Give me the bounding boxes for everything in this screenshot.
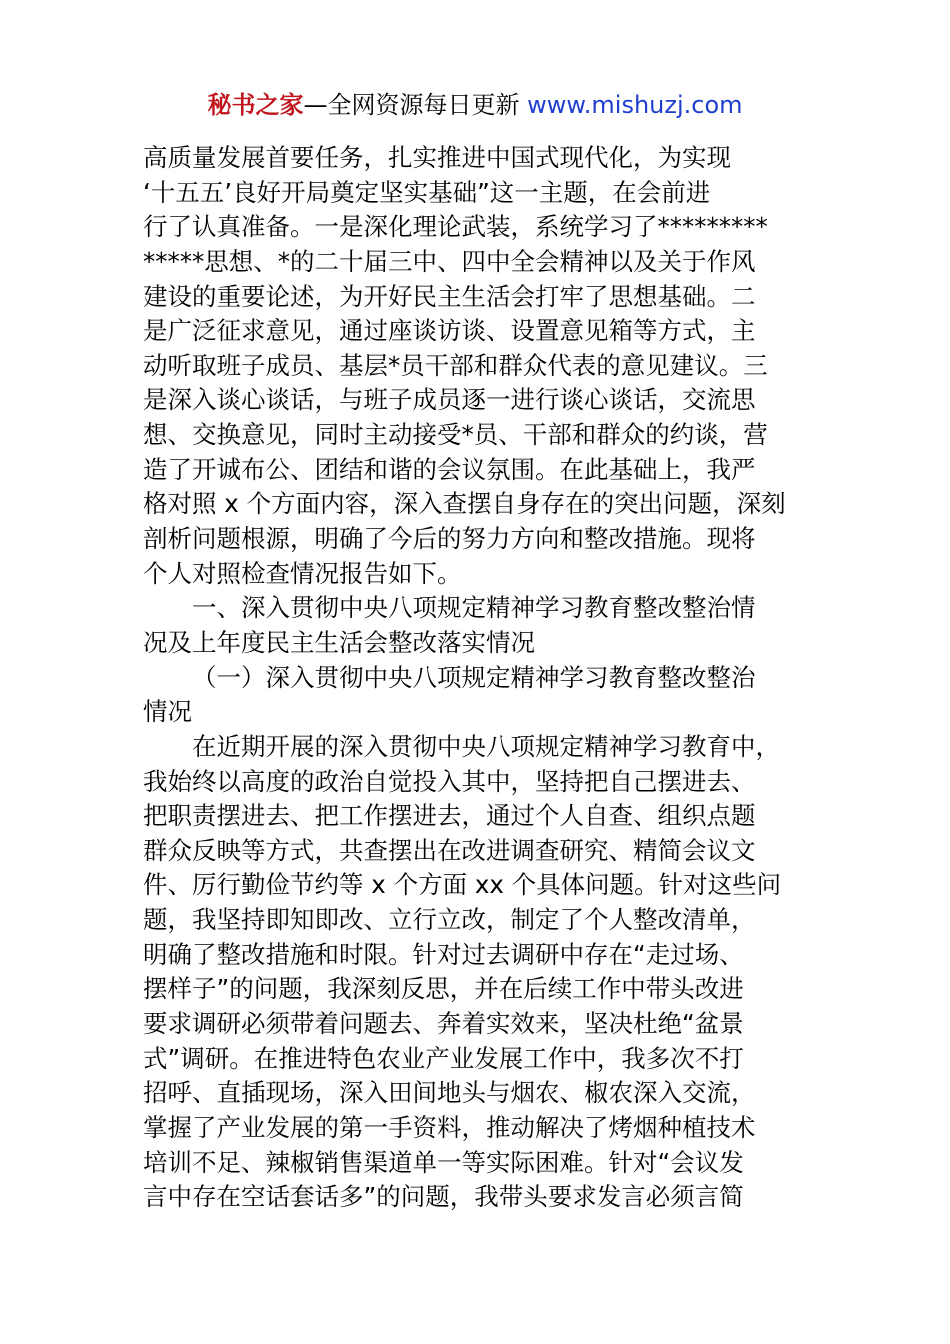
text-line: 培训不足、辣椒销售渠道单一等实际困难。针对“会议发 bbox=[143, 1147, 744, 1177]
text-line: 题，我坚持即知即改、立行立改，制定了个人整改清单， bbox=[143, 905, 756, 935]
text-line: 言中存在空话套话多”的问题，我带头要求发言必须言简 bbox=[143, 1182, 744, 1212]
text-line: ‘十五五’良好开局奠定坚实基础”这一主题，在会前进 bbox=[143, 177, 711, 207]
brand-name: 秘书之家 bbox=[207, 91, 304, 119]
text-line: 况及上年度民主生活会整改落实情况 bbox=[143, 627, 535, 657]
text-line: 一、深入贯彻中央八项规定精神学习教育整改整治情 bbox=[192, 593, 756, 623]
text-line: 剖析问题根源，明确了今后的努力方向和整改措施。现将 bbox=[143, 524, 756, 554]
text-line: 摆样子”的问题，我深刻反思，并在后续工作中带头改进 bbox=[143, 974, 744, 1004]
site-header bbox=[0, 88, 950, 122]
text-line: 招呼、直插现场，深入田间地头与烟农、椒农深入交流， bbox=[143, 1078, 756, 1108]
text-line: 个人对照检查情况报告如下。 bbox=[143, 558, 462, 588]
text-line: 式”调研。在推进特色农业产业发展工作中，我多次不打 bbox=[143, 1043, 744, 1073]
text-line: 是广泛征求意见，通过座谈访谈、设置意见箱等方式，主 bbox=[143, 316, 756, 346]
text-line: 建设的重要论述，为开好民主生活会打牢了思想基础。二 bbox=[143, 281, 756, 311]
text-line: 在近期开展的深入贯彻中央八项规定精神学习教育中， bbox=[192, 731, 780, 761]
text-line: 想、交换意见，同时主动接受*员、干部和群众的约谈，营 bbox=[143, 420, 768, 450]
header-tagline: 全网资源每日更新 bbox=[327, 91, 520, 119]
text-line: *****思想、*的二十届三中、四中全会精神以及关于作风 bbox=[143, 246, 756, 276]
text-line: 是深入谈心谈话，与班子成员逐一进行谈心谈话，交流思 bbox=[143, 385, 756, 415]
text-line: 情况 bbox=[143, 697, 192, 727]
text-line: 明确了整改措施和时限。针对过去调研中存在“走过场、 bbox=[143, 939, 744, 969]
text-line: 我始终以高度的政治自觉投入其中，坚持把自己摆进去、 bbox=[143, 766, 756, 796]
text-line: 把职责摆进去、把工作摆进去，通过个人自查、组织点题 bbox=[143, 801, 756, 831]
text-line: 行了认真准备。一是深化理论武装，系统学习了********* bbox=[143, 212, 768, 242]
document-body bbox=[143, 141, 813, 1215]
text-line: 造了开诚布公、团结和谐的会议氛围。在此基础上，我严 bbox=[143, 454, 756, 484]
text-line: 格对照 x 个方面内容，深入查摆自身存在的突出问题，深刻 bbox=[143, 489, 786, 519]
text-line: 高质量发展首要任务，扎实推进中国式现代化，为实现 bbox=[143, 143, 731, 172]
header-separator: — bbox=[303, 91, 328, 119]
text-line: 动听取班子成员、基层*员干部和群众代表的意见建议。三 bbox=[143, 350, 768, 380]
text-line: 群众反映等方式，共查摆出在改进调查研究、精简会议文 bbox=[143, 835, 756, 865]
text-line: 件、厉行勤俭节约等 x 个方面 xx 个具体问题。针对这些问 bbox=[143, 870, 782, 900]
site-url-link[interactable]: www.mishuzj.com bbox=[527, 91, 743, 119]
text-line: （一）深入贯彻中央八项规定精神学习教育整改整治 bbox=[192, 662, 756, 692]
text-line: 要求调研必须带着问题去、奔着实效来，坚决杜绝“盆景 bbox=[143, 1009, 744, 1039]
text-line: 掌握了产业发展的第一手资料，推动解决了烤烟种植技术 bbox=[143, 1112, 756, 1142]
